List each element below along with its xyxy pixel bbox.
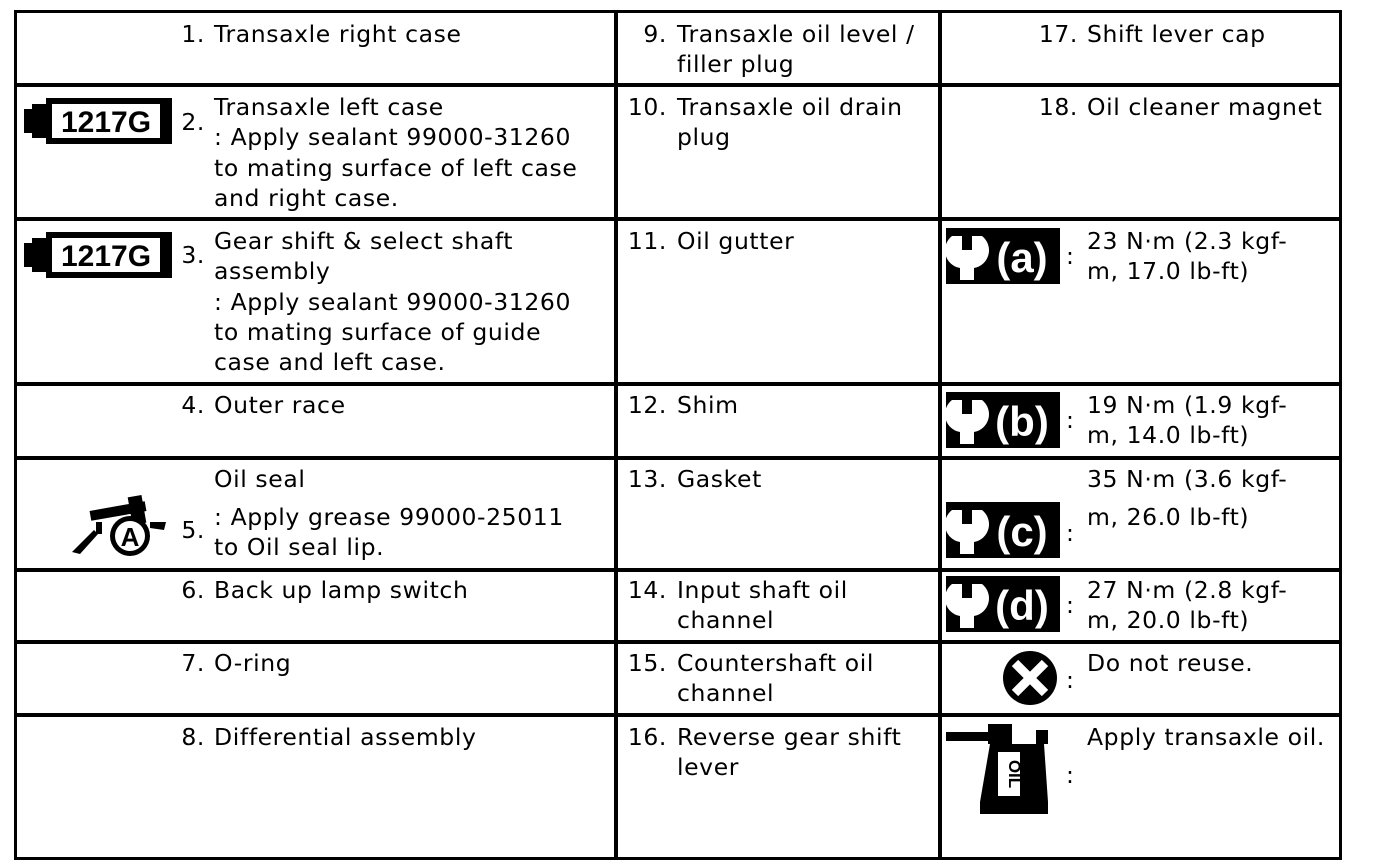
- item-text: : Apply sealant 99000-31260: [214, 288, 572, 316]
- item-number: 5.: [181, 516, 205, 544]
- torque-letter: (b): [995, 398, 1049, 445]
- item-number: 1.: [181, 20, 205, 48]
- item-text: : Apply sealant 99000-31260: [214, 123, 572, 151]
- item-text: Transaxle right case: [214, 20, 462, 48]
- row-divider: [17, 83, 1339, 87]
- symbol-colon: :: [1066, 666, 1074, 694]
- item-text: to Oil seal lip.: [214, 533, 385, 561]
- item-text: Oil cleaner magnet: [1087, 93, 1323, 121]
- item-text: channel: [677, 679, 775, 707]
- torque-wrench-icon: [946, 576, 1060, 632]
- item-text: : Apply grease 99000-25011: [214, 503, 564, 531]
- item-text: 23 N·m (2.3 kgf-: [1087, 227, 1288, 255]
- torque-wrench-icon: [946, 392, 1060, 448]
- item-number: 14.: [627, 576, 667, 604]
- item-text: Shift lever cap: [1087, 20, 1266, 48]
- item-number: 7.: [181, 649, 205, 677]
- item-number: 8.: [181, 723, 205, 751]
- item-text: O-ring: [214, 649, 292, 677]
- item-number: 18.: [1038, 93, 1078, 121]
- item-text: Transaxle oil drain: [677, 93, 903, 121]
- can-label: OIL: [1005, 759, 1024, 789]
- row-divider: [17, 456, 1339, 460]
- item-number: 11.: [627, 227, 667, 255]
- item-number: 13.: [627, 465, 667, 493]
- item-text: and right case.: [214, 184, 399, 212]
- item-text: to mating surface of left case: [214, 154, 578, 182]
- item-text: m, 17.0 lb-ft): [1087, 257, 1250, 285]
- item-text: Back up lamp switch: [214, 576, 469, 604]
- item-number: 12.: [627, 391, 667, 419]
- item-text: plug: [677, 123, 731, 151]
- item-text: Input shaft oil: [677, 576, 848, 604]
- row-divider: [17, 713, 1339, 717]
- item-number: 9.: [643, 20, 667, 48]
- item-number: 6.: [181, 576, 205, 604]
- torque-letter: (a): [996, 234, 1048, 281]
- row-divider: [17, 382, 1339, 386]
- item-text: Do not reuse.: [1087, 649, 1254, 677]
- item-number: 3.: [181, 241, 205, 269]
- symbol-colon: :: [1066, 242, 1074, 270]
- item-text: 35 N·m (3.6 kgf-: [1087, 465, 1288, 493]
- row-divider: [17, 217, 1339, 221]
- symbol-colon: :: [1066, 519, 1074, 547]
- item-text: 19 N·m (1.9 kgf-: [1087, 391, 1288, 419]
- svg-text:A: A: [120, 522, 140, 552]
- item-text: Apply transaxle oil.: [1087, 723, 1325, 751]
- item-text: lever: [677, 753, 740, 781]
- item-text: Oil gutter: [677, 227, 795, 255]
- sealant-code: 1217G: [60, 106, 152, 139]
- item-number: 2.: [181, 108, 205, 136]
- oil-can-icon: [946, 724, 1060, 816]
- item-text: Transaxle left case: [214, 93, 444, 121]
- item-number: 16.: [627, 723, 667, 751]
- item-text: filler plug: [677, 50, 795, 78]
- symbol-colon: :: [1066, 591, 1074, 619]
- item-text: Transaxle oil level /: [677, 20, 915, 48]
- item-text: Gear shift & select shaft: [214, 227, 514, 255]
- row-divider: [17, 568, 1339, 572]
- torque-wrench-icon: [946, 228, 1060, 284]
- item-text: 27 N·m (2.8 kgf-: [1087, 576, 1288, 604]
- item-text: Differential assembly: [214, 723, 477, 751]
- item-text: Oil seal: [214, 465, 306, 493]
- item-text: Shim: [677, 391, 739, 419]
- torque-wrench-icon: [946, 502, 1060, 558]
- item-text: to mating surface of guide: [214, 318, 542, 346]
- row-divider: [17, 640, 1339, 644]
- symbol-colon: :: [1066, 761, 1074, 789]
- item-text: m, 14.0 lb-ft): [1087, 421, 1250, 449]
- item-text: Countershaft oil: [677, 649, 875, 677]
- item-number: 4.: [181, 391, 205, 419]
- item-text: m, 26.0 lb-ft): [1087, 503, 1250, 531]
- item-number: 17.: [1038, 20, 1078, 48]
- item-number: 15.: [627, 649, 667, 677]
- item-number: 10.: [627, 93, 667, 121]
- sealant-code: 1217G: [60, 240, 152, 273]
- item-text: assembly: [214, 257, 331, 285]
- column-divider: [938, 13, 942, 857]
- torque-letter: (c): [996, 508, 1048, 555]
- item-text: Gasket: [677, 465, 762, 493]
- item-text: case and left case.: [214, 348, 446, 376]
- torque-letter: (d): [995, 582, 1049, 629]
- symbol-colon: :: [1066, 406, 1074, 434]
- item-text: channel: [677, 606, 775, 634]
- item-text: Reverse gear shift: [677, 723, 902, 751]
- item-text: m, 20.0 lb-ft): [1087, 606, 1250, 634]
- do-not-reuse-icon: [1002, 650, 1058, 706]
- item-text: Outer race: [214, 391, 346, 419]
